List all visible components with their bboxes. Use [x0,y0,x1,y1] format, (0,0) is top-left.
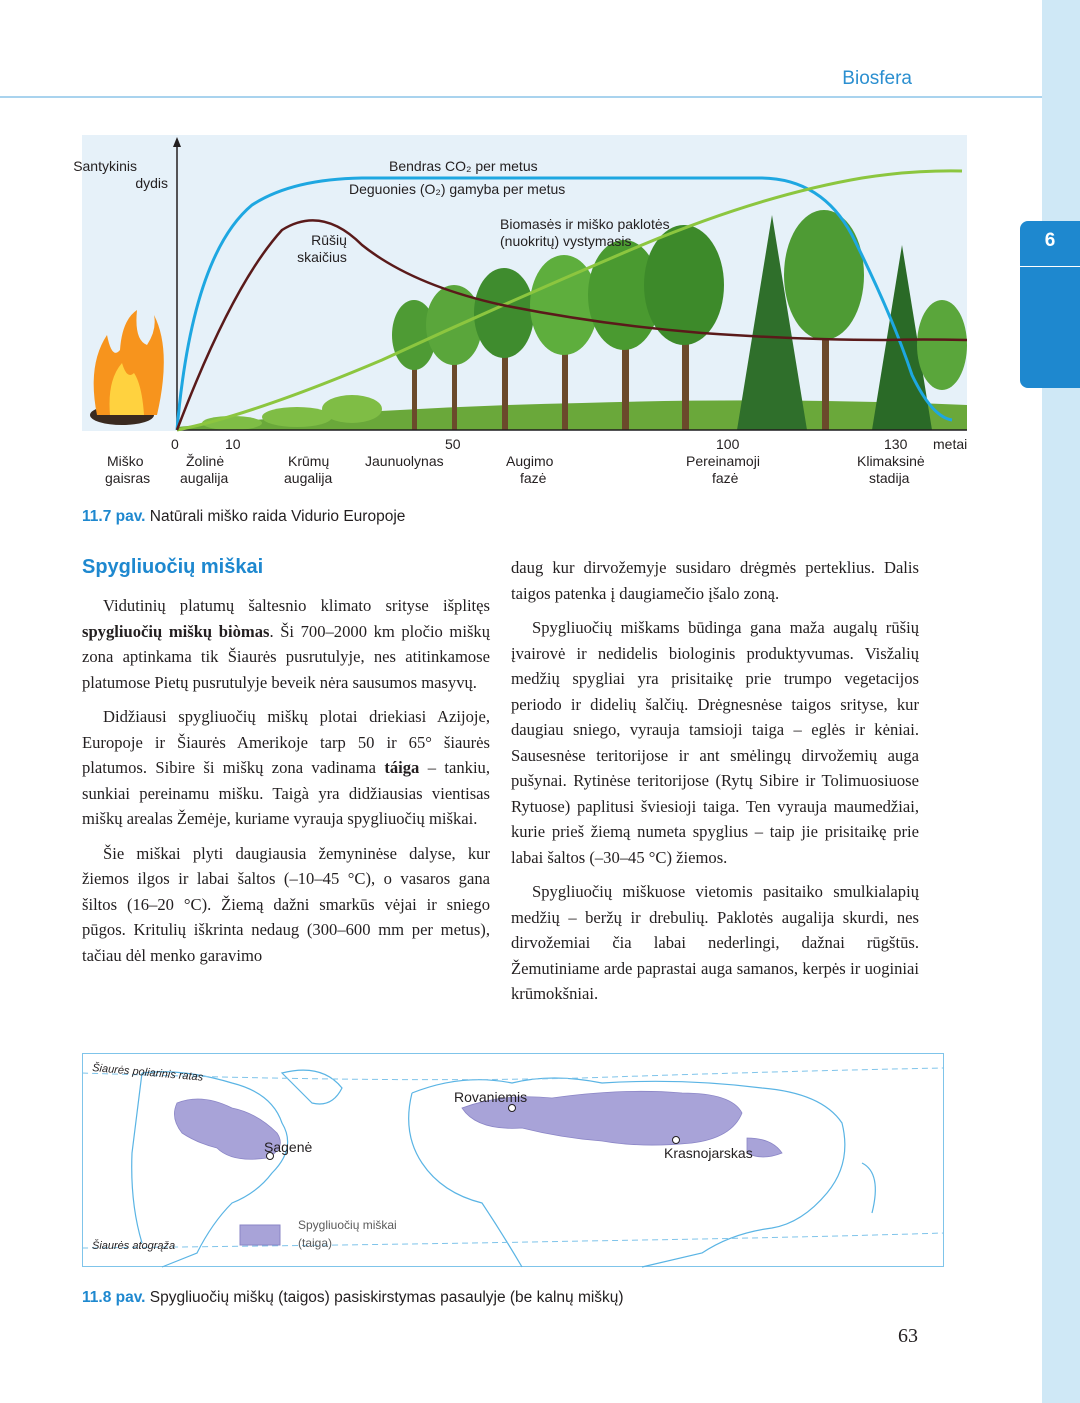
y-axis-label-2: dydis [135,175,168,191]
text-run: Vidutinių platumų šaltesnio klimato srityse išplitęs [103,596,490,615]
chapter-tab-divider [1020,266,1080,267]
stage-growth-2: fazė [520,470,547,486]
forest-succession-figure [73,135,967,435]
tick-10: 10 [225,436,241,452]
species-label-1: Rūšių [311,232,347,248]
paragraph [82,704,490,832]
taiga-world-map [82,1053,944,1267]
map-frame [83,1054,944,1267]
stage-herb-2: augalija [180,470,229,486]
tick-100: 100 [716,436,740,452]
term-bold: táiga [384,758,420,777]
caption-number: 11.7 pav. [82,508,146,525]
city-label-sagene: Sagenė [264,1139,313,1155]
page-side-strip [1042,0,1080,1403]
tick-130: 130 [884,436,908,452]
text-run: Didžiausi spygliuočių miškų plotai driekiasi Azijoje, Europoje ir Šiaurės Amerikoje tarp 50 ir 65° šiaurės platumos. Sibire ši miškų zona vadinama [82,707,490,777]
paragraph: daug kur dirvožemyje susidaro drėgmės perteklius. Dalis taigos patenka į daugiamečio įšalo zoną. [511,558,919,603]
stage-herb-1: Žolinė [186,453,225,469]
text-column-right [511,555,919,1016]
tick-unit: metai [933,436,968,452]
chapter-number: 6 [1044,230,1056,251]
biomass-label-1: Biomasės ir miško paklotės [500,216,670,232]
stage-growth-1: Augimo [506,453,554,469]
paragraph: Spygliuočių miškuose vietomis pasitaiko smulkialapių medžių – beržų ir drebulių. Paklotės augalija skurdi, nes dirvožemiai čia labai nederlingi, dažnai rūgštūs. Žemutiniame arde paprastai auga samanos, kerpės ir uoginiai krūmokšniai. [511,882,919,1003]
city-marker-rovaniemi [509,1105,516,1112]
page-number: 63 [898,1325,918,1347]
tropic-label: Šiaurės atogrąža [92,1240,176,1252]
figure-caption-11-7 [82,508,405,526]
tick-0: 0 [171,436,179,452]
tick-50: 50 [445,436,461,452]
figure-axis-labels [82,436,982,496]
figure-caption-11-8 [82,1289,624,1307]
text-column-left [82,593,490,977]
stage-transition-2: fazė [712,470,739,486]
legend-swatch [240,1225,280,1245]
legend-label-2: (taiga) [298,1236,333,1250]
paragraph [82,593,490,695]
running-header: Biosfera [842,68,912,89]
stage-climax-2: stadija [869,470,910,486]
city-label-krasnojarskas: Krasnojarskas [664,1145,753,1161]
stage-shrub-2: augalija [284,470,333,486]
paragraph: Spygliuočių miškams būdinga gana maža augalų rūšių įvairovė ir nedidelis biologinis produktyvumas. Visžalių medžių spygliai yra prisitaikę prie trumpo vegetacijos periodo ir didelių šalčių. Drėgnesnėse taigos srityse, kur daugiau sniego, vyrauja tamsioji taiga – eglės ir kėniai. Sausesnėse teritorijose ir ant smėlingų dirvožemių auga pušynai. Rytinėse teritorijose (Rytų Sibire ir Tolimuosiuose Rytuose) paplitusi šviesioji taiga. Ten vyrauja maumedžiai, kurie prieš žiemą numeta spyglius – taip jie prisitaikę prie labai šaltos (–30–45 °C) žiemos. [511,618,919,867]
stage-young: Jaunuolynas [365,453,444,469]
city-label-rovaniemi: Rovaniemis [454,1089,528,1105]
stage-fire-2: gaisras [105,470,151,486]
biomass-label-2: (nuokritų) vystymasis [500,233,632,249]
legend-label-1: Spygliuočių miškai [298,1218,397,1232]
term-bold: spygliuočių miškų biòmas [82,621,270,641]
caption-number: 11.8 pav. [82,1289,146,1306]
text-run: . Ši 700–2000 km pločio miškų zona aptinkama tik Šiaurės pusrutulyje, nes atitinkamose platumose Pietų pusrutulyje beveik nėra sausumos masyvų. [82,621,490,692]
section-title: Spygliuočių miškai [82,556,264,578]
species-label-2: skaičius [297,249,347,265]
header-rule [0,96,1042,98]
arctic-circle-label: Šiaurės poliarinis ratas [91,1062,204,1084]
stage-transition-1: Pereinamoji [686,453,760,469]
city-marker-krasnojarskas [673,1137,680,1144]
text-run: – tankiu, sunkiai pereinamu mišku. Taigà yra didžiausias vientisas miškų arealas Žemėje, kuriame vyrauja spygliuočių miškai. [82,758,491,828]
caption-text: Natūrali miško raida Vidurio Europoje [149,508,406,525]
stage-fire-1: Miško [107,453,144,469]
y-axis-label-1: Santykinis [73,158,137,174]
stage-shrub-1: Krūmų [288,453,330,469]
stage-climax-1: Klimaksinė [857,453,925,469]
o2-label: Deguonies (O₂) gamyba per metus [349,181,566,197]
co2-label: Bendras CO₂ per metus [389,158,538,174]
paragraph: Šie miškai plyti daugiausia žemyninėse dalyse, kur žiemos ilgos ir labai šaltos (–10–45 °C), o vasaros gana šiltos (16–20 °C). Žiemą dažni smarkūs vėjai ir sniego pūgos. Kritulių iškrinta nedaug (300–600 mm per metus), tačiau dėl menko garavimo [82,843,490,965]
caption-text: Spygliuočių miškų (taigos) pasiskirstymas pasaulyje (be kalnų miškų) [149,1289,624,1306]
